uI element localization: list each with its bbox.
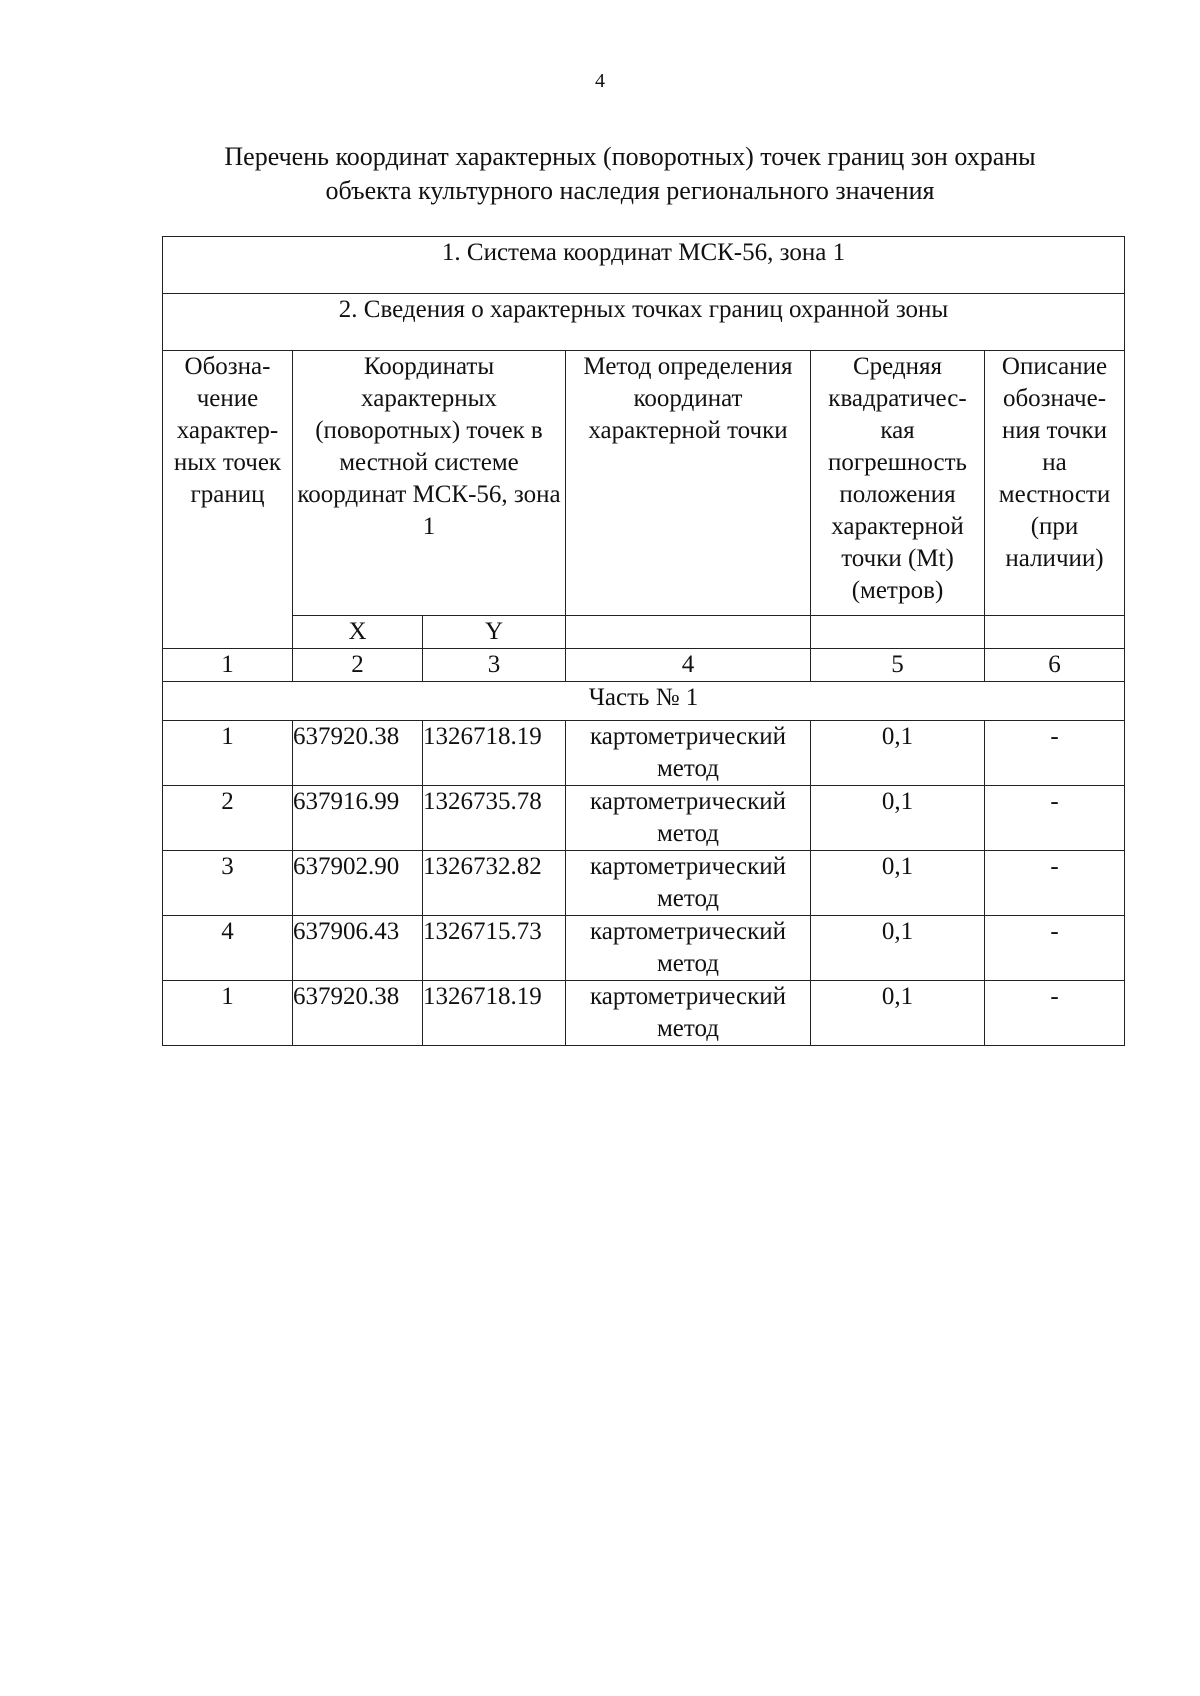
header-description-empty [985, 616, 1125, 649]
x-coordinate: 637920.38 [293, 981, 423, 1046]
y-coordinate: 1326718.19 [423, 721, 566, 786]
title-line-1: Перечень координат характерных (поворотных) точек границ зон охраны [224, 142, 1036, 171]
mean-square-error: 0,1 [811, 981, 985, 1046]
mean-square-error: 0,1 [811, 916, 985, 981]
point-description: - [985, 786, 1125, 851]
header-point-designation: Обозна-чение характер-ных точек границ [163, 351, 293, 649]
column-number: 5 [811, 649, 985, 682]
method: картометрический метод [566, 981, 811, 1046]
point-description: - [985, 981, 1125, 1046]
point-number: 4 [163, 916, 293, 981]
table-row [163, 916, 1125, 981]
table-row [163, 851, 1125, 916]
title-line-2: объекта культурного наследия регионального значения [325, 176, 935, 205]
point-number: 1 [163, 721, 293, 786]
point-description: - [985, 851, 1125, 916]
header-coordinates: Координаты характерных (поворотных) точек в местной системе координат МСК-56, зона 1 [293, 351, 566, 616]
x-coordinate: 637916.99 [293, 786, 423, 851]
header-mean-square-error: Средняя квадратичес-кая погрешность положения характерной точки (Mt) (метров) [811, 351, 985, 616]
y-coordinate: 1326732.82 [423, 851, 566, 916]
method: картометрический метод [566, 786, 811, 851]
header-point-description: Описание обозначе-ния точки на местности (при наличии) [985, 351, 1125, 616]
header-y: Y [423, 616, 566, 649]
header-x: X [293, 616, 423, 649]
method: картометрический метод [566, 916, 811, 981]
point-number: 1 [163, 981, 293, 1046]
mean-square-error: 0,1 [811, 721, 985, 786]
point-number: 3 [163, 851, 293, 916]
column-number: 6 [985, 649, 1125, 682]
mean-square-error: 0,1 [811, 851, 985, 916]
header-error-empty [811, 616, 985, 649]
x-coordinate: 637902.90 [293, 851, 423, 916]
document-title [150, 140, 1110, 208]
method: картометрический метод [566, 851, 811, 916]
page-number: 4 [595, 70, 605, 92]
x-coordinate: 637920.38 [293, 721, 423, 786]
column-number: 2 [293, 649, 423, 682]
y-coordinate: 1326735.78 [423, 786, 566, 851]
x-coordinate: 637906.43 [293, 916, 423, 981]
part-label: Часть № 1 [163, 682, 1125, 721]
point-description: - [985, 721, 1125, 786]
coordinates-table [162, 236, 1125, 1046]
method: картометрический метод [566, 721, 811, 786]
table-row [163, 721, 1125, 786]
header-method-empty [566, 616, 811, 649]
y-coordinate: 1326718.19 [423, 981, 566, 1046]
y-coordinate: 1326715.73 [423, 916, 566, 981]
column-number: 4 [566, 649, 811, 682]
table-row [163, 786, 1125, 851]
point-number: 2 [163, 786, 293, 851]
column-number: 1 [163, 649, 293, 682]
column-number-row [163, 649, 1125, 682]
point-description: - [985, 916, 1125, 981]
table-row [163, 981, 1125, 1046]
column-number: 3 [423, 649, 566, 682]
section-heading-row: 2. Сведения о характерных точках границ охранной зоны [163, 294, 1125, 351]
header-method: Метод определения координат характерной точки [566, 351, 811, 616]
coordinate-system-row: 1. Система координат МСК-56, зона 1 [163, 237, 1125, 294]
mean-square-error: 0,1 [811, 786, 985, 851]
